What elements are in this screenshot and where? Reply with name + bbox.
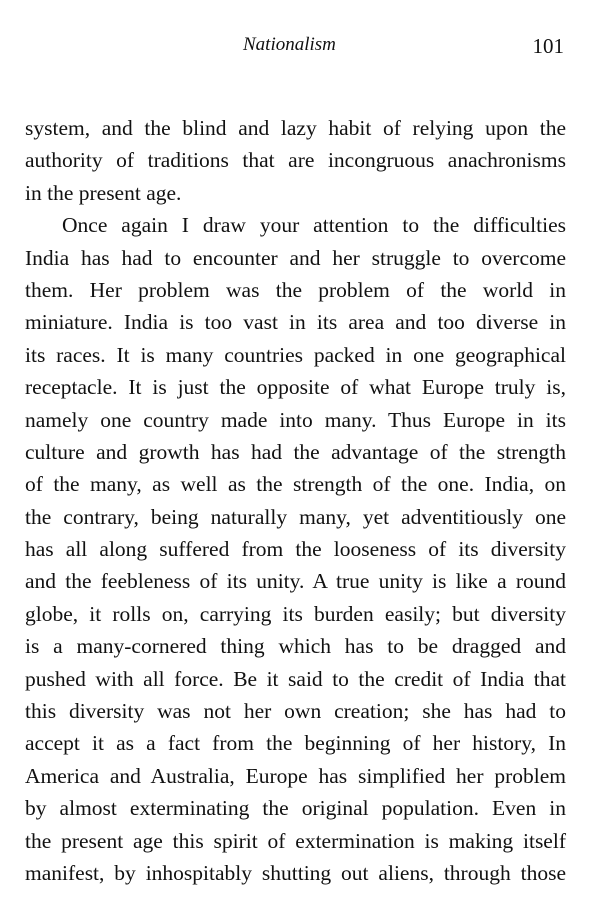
text-line: system, and the blind and lazy habit of relying upon the [25, 116, 566, 140]
text-line: manifest, by inhospitably shutting out aliens, through those [25, 860, 566, 885]
text-line: receptacle. It is just the opposite of what Europe truly is, [25, 375, 566, 400]
text-line: and the feebleness of its unity. A true unity is like a round [25, 569, 566, 594]
text-line: accept it as a fact from the beginning of her history, In [25, 731, 566, 756]
text-line: culture and growth has had the advantage of the strength [25, 439, 566, 464]
running-head [0, 34, 600, 64]
text-line: miniature. India is too vast in its area and too diverse in [25, 310, 566, 335]
text-line: authority of traditions that are incongruous anachronisms [25, 148, 566, 173]
text-line: of the many, as well as the strength of the one. India, on [25, 472, 566, 497]
text-line: Once again I draw your attention to the difficulties [62, 213, 566, 238]
text-line: this diversity was not her own creation; she has had to [25, 699, 566, 724]
text-line: namely one country made into many. Thus Europe in its [25, 407, 566, 432]
text-line: India has had to encounter and her struggle to overcome [25, 245, 566, 270]
text-line: them. Her problem was the problem of the world in [25, 277, 566, 302]
text-line: the contrary, being naturally many, yet adventitiously one [25, 504, 566, 529]
text-line: by almost exterminating the original population. Even in [25, 796, 566, 821]
text-line: America and Australia, Europe has simplified her problem [25, 763, 566, 788]
text-line: its races. It is many countries packed in one geographical [25, 342, 566, 367]
text-line: in the present age. [25, 180, 182, 205]
text-line: globe, it rolls on, carrying its burden easily; but diversity [25, 601, 566, 626]
text-line: pushed with all force. Be it said to the credit of India that [25, 666, 566, 691]
text-line: has all along suffered from the looseness of its diversity [25, 537, 566, 562]
running-title: Nationalism [243, 34, 336, 55]
body-text [25, 112, 566, 889]
text-line: the present age this spirit of extermination is making itself [25, 828, 566, 853]
page-number: 101 [532, 34, 564, 58]
text-line: is a many-cornered thing which has to be dragged and [25, 634, 566, 659]
